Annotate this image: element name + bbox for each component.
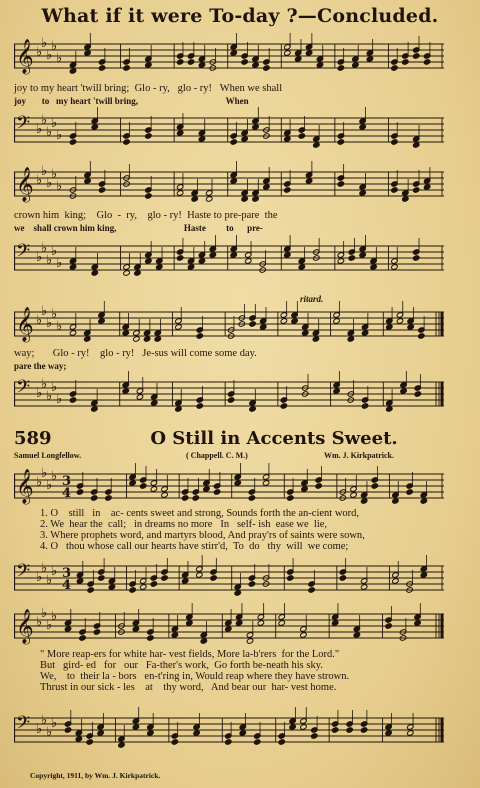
notehead (418, 333, 425, 339)
bass-clef-icon: 𝄢 (16, 377, 31, 402)
notehead (140, 584, 147, 590)
notehead (98, 318, 105, 324)
notehead (260, 324, 267, 330)
notehead (84, 50, 91, 56)
flat-sign-icon: ♭ (46, 253, 53, 268)
notehead (186, 620, 193, 626)
flat-sign-icon: ♭ (51, 716, 58, 731)
notehead (145, 193, 152, 199)
flat-sign-icon: ♭ (51, 244, 58, 259)
author: Samuel Longfellow. (14, 451, 82, 460)
notehead (122, 330, 129, 336)
notehead (241, 196, 248, 202)
notehead (311, 733, 318, 739)
notehead (333, 388, 340, 394)
notehead (305, 178, 312, 184)
notehead (122, 388, 129, 394)
composer: Wm. J. Kirkpatrick. (324, 451, 394, 460)
notehead (69, 397, 76, 403)
flat-sign-icon: ♭ (51, 167, 58, 182)
notehead (312, 336, 319, 342)
notehead (249, 321, 256, 327)
treble-staff (14, 160, 444, 208)
notehead (91, 124, 98, 130)
notehead (98, 575, 105, 581)
notehead (413, 53, 420, 59)
flat-sign-icon: ♭ (36, 615, 43, 630)
notehead (235, 620, 242, 626)
flat-sign-icon: ♭ (46, 618, 53, 633)
notehead (300, 632, 307, 638)
notehead (337, 65, 344, 71)
treble-staff (14, 32, 444, 80)
notehead (295, 56, 302, 62)
notehead (262, 480, 269, 486)
notehead (246, 638, 253, 644)
notehead (193, 730, 200, 736)
notehead (176, 59, 183, 65)
notehead (413, 187, 420, 193)
notehead (145, 62, 152, 68)
notehead (339, 575, 346, 581)
notehead (171, 632, 178, 638)
treble-clef-icon: 𝄞 (16, 307, 34, 342)
notehead (254, 739, 261, 745)
notehead (350, 492, 357, 498)
notehead (391, 187, 398, 193)
flat-sign-icon: ♭ (56, 392, 63, 407)
notehead (213, 489, 220, 495)
flat-sign-icon: ♭ (51, 609, 58, 624)
notehead (196, 333, 203, 339)
notehead (76, 578, 83, 584)
bass-clef-icon: 𝄢 (16, 713, 31, 738)
notehead (230, 139, 237, 145)
lyric-line-alt: joy to my heart 'twill bring, When (14, 96, 249, 106)
notehead (69, 264, 76, 270)
flat-sign-icon: ♭ (36, 250, 43, 265)
notehead (413, 255, 420, 261)
flat-sign-icon: ♭ (36, 386, 43, 401)
notehead (360, 584, 367, 590)
notehead (333, 318, 340, 324)
bass-staff (14, 554, 444, 602)
flat-sign-icon: ♭ (41, 561, 48, 576)
verse-line: We, to their la - bors en-t'ring in, Would reap where they have strown. (40, 671, 350, 682)
notehead (161, 575, 168, 581)
notehead (316, 62, 323, 68)
notehead (331, 620, 338, 626)
flat-sign-icon: ♭ (56, 319, 63, 334)
notehead (225, 739, 232, 745)
notehead (175, 324, 182, 330)
notehead (245, 258, 252, 264)
flat-sign-icon: ♭ (36, 45, 43, 60)
lyric-line: joy to my heart 'twill bring; Glo - ry, glo - ry! When we shall (14, 83, 283, 94)
bass-clef-icon: 𝄢 (16, 561, 31, 586)
notehead (359, 190, 366, 196)
notehead (203, 486, 210, 492)
bass-staff (14, 106, 444, 154)
notehead (420, 572, 427, 578)
notehead (171, 739, 178, 745)
treble-clef-icon: 𝄞 (16, 469, 34, 504)
notehead (392, 498, 399, 504)
notehead (337, 258, 344, 264)
notehead (97, 730, 104, 736)
notehead (308, 587, 315, 593)
bass-clef-icon: 𝄢 (16, 241, 31, 266)
flat-sign-icon: ♭ (56, 256, 63, 271)
notehead (371, 483, 378, 489)
notehead (423, 59, 430, 65)
notehead (352, 62, 359, 68)
notehead (284, 136, 291, 142)
flat-sign-icon: ♭ (56, 128, 63, 143)
notehead (93, 629, 100, 635)
notehead (230, 50, 237, 56)
notehead (191, 196, 198, 202)
verse-line: Thrust in our sick - les at thy word, And bear our har- vest home. (40, 682, 337, 693)
notehead (301, 486, 308, 492)
notehead (385, 623, 392, 629)
notehead (287, 575, 294, 581)
notehead (98, 65, 105, 71)
flat-sign-icon: ♭ (36, 722, 43, 737)
notehead (413, 142, 420, 148)
notehead (151, 400, 158, 406)
notehead (359, 252, 366, 258)
notehead (331, 727, 338, 733)
notehead (402, 196, 409, 202)
notehead (248, 581, 255, 587)
notehead (252, 62, 259, 68)
notehead (347, 336, 354, 342)
notehead (241, 59, 248, 65)
verse-line: 2. We hear the call; in dreams no more In self- ish ease we lie, (40, 519, 328, 530)
bass-staff (14, 706, 444, 754)
flat-sign-icon: ♭ (46, 316, 53, 331)
notehead (241, 136, 248, 142)
notehead (263, 65, 270, 71)
notehead (366, 56, 373, 62)
flat-sign-icon: ♭ (41, 466, 48, 481)
flat-sign-icon: ♭ (36, 475, 43, 490)
flat-sign-icon: ♭ (56, 179, 63, 194)
notehead (105, 495, 112, 501)
notehead (414, 391, 421, 397)
notehead (123, 270, 130, 276)
notehead (284, 252, 291, 258)
flat-sign-icon: ♭ (41, 713, 48, 728)
notehead (196, 403, 203, 409)
notehead (337, 181, 344, 187)
notehead (280, 403, 287, 409)
notehead (400, 388, 407, 394)
notehead (257, 620, 264, 626)
notehead (133, 336, 140, 342)
notehead (75, 736, 82, 742)
notehead (298, 133, 305, 139)
notehead (361, 330, 368, 336)
lyric-line: way; Glo - ry! glo - ry! Je-sus will come some day. (14, 348, 257, 359)
notehead (192, 495, 199, 501)
notehead (248, 495, 255, 501)
notehead (370, 264, 377, 270)
notehead (196, 572, 203, 578)
flat-sign-icon: ♭ (46, 389, 53, 404)
notehead (305, 50, 312, 56)
flat-sign-icon: ♭ (51, 469, 58, 484)
notehead (359, 124, 366, 130)
flat-sign-icon: ♭ (41, 304, 48, 319)
notehead (284, 50, 291, 56)
hymn-title: O Still in Accents Sweet. (150, 428, 398, 449)
bass-clef-icon: 𝄢 (16, 113, 31, 138)
notehead (313, 142, 320, 148)
notehead (287, 495, 294, 501)
notehead (360, 727, 367, 733)
notehead (161, 492, 168, 498)
notehead (280, 318, 287, 324)
flat-sign-icon: ♭ (41, 606, 48, 621)
notehead (108, 584, 115, 590)
notehead (300, 724, 307, 730)
bass-staff (14, 370, 444, 418)
notehead (210, 575, 217, 581)
treble-clef-icon: 𝄞 (16, 609, 34, 644)
notehead (407, 324, 414, 330)
notehead (227, 397, 234, 403)
flat-sign-icon: ♭ (36, 570, 43, 585)
notehead (360, 498, 367, 504)
notehead (234, 480, 241, 486)
flat-sign-icon: ♭ (41, 113, 48, 128)
verse-line: 4. O thou whose call our hearts have stirr'd, To do thy will we come; (40, 541, 349, 552)
notehead (69, 139, 76, 145)
treble-staff (14, 602, 444, 650)
notehead (414, 620, 421, 626)
notehead (154, 336, 161, 342)
notehead (284, 187, 291, 193)
notehead (64, 626, 71, 632)
lyric-line-alt: we shall crown him king, Haste to pre- (14, 223, 263, 233)
notehead (402, 59, 409, 65)
notehead (298, 264, 305, 270)
notehead (176, 190, 183, 196)
notehead (198, 136, 205, 142)
flat-sign-icon: ♭ (41, 241, 48, 256)
notehead (64, 727, 71, 733)
flat-sign-icon: ♭ (51, 564, 58, 579)
notehead (147, 730, 154, 736)
notehead (129, 587, 136, 593)
notehead (239, 730, 246, 736)
notehead (84, 336, 91, 342)
flat-sign-icon: ♭ (51, 116, 58, 131)
flat-sign-icon: ♭ (36, 122, 43, 137)
notehead (252, 196, 259, 202)
notehead (263, 184, 270, 190)
notehead (129, 480, 136, 486)
flat-sign-icon: ♭ (41, 164, 48, 179)
notehead (140, 483, 147, 489)
flat-sign-icon: ♭ (46, 573, 53, 588)
verse-line: 3. Where prophets word, and martyrs blood, And pray'rs of saints were sown, (40, 530, 365, 541)
lyric-line-alt: pare the way; (14, 361, 67, 371)
notehead (176, 130, 183, 136)
flat-sign-icon: ♭ (51, 307, 58, 322)
notehead (143, 336, 150, 342)
notehead (79, 635, 86, 641)
flat-sign-icon: ♭ (41, 36, 48, 51)
lyric-line: crown him king; Glo - ry, glo - ry! Haste to pre-pare the (14, 210, 278, 221)
notehead (76, 489, 83, 495)
flat-sign-icon: ♭ (46, 478, 53, 493)
notehead (198, 62, 205, 68)
notehead (391, 139, 398, 145)
flat-sign-icon: ♭ (46, 48, 53, 63)
notehead (407, 730, 414, 736)
notehead (392, 578, 399, 584)
notehead (181, 495, 188, 501)
notehead (69, 330, 76, 336)
notehead (123, 139, 130, 145)
notehead (118, 742, 125, 748)
treble-staff (14, 462, 444, 510)
flat-sign-icon: ♭ (56, 51, 63, 66)
verse-line: " More reap-ers for white har- vest fields, More la-b'rers for the Lord." (40, 649, 340, 660)
notehead (200, 638, 207, 644)
flat-sign-icon: ♭ (46, 125, 53, 140)
notehead (198, 258, 205, 264)
notehead (147, 635, 154, 641)
treble-staff (14, 300, 444, 348)
notehead (187, 264, 194, 270)
notehead (385, 730, 392, 736)
notehead (391, 65, 398, 71)
notehead (150, 581, 157, 587)
notehead (209, 252, 216, 258)
notehead (291, 318, 298, 324)
verse-line: 1. O still in ac- cents sweet and strong, Sounds forth the an-cient word, (40, 508, 360, 519)
notehead (252, 124, 259, 130)
flat-sign-icon: ♭ (51, 380, 58, 395)
notehead (289, 724, 296, 730)
notehead (91, 270, 98, 276)
notehead (420, 498, 427, 504)
bass-staff (14, 234, 444, 282)
notehead (91, 406, 98, 412)
notehead (302, 330, 309, 336)
notehead (145, 258, 152, 264)
tune-name: ( Chappell. C. M.) (186, 451, 248, 460)
notehead (278, 739, 285, 745)
notehead (136, 394, 143, 400)
notehead (361, 403, 368, 409)
notehead (98, 187, 105, 193)
notehead (337, 139, 344, 145)
flat-sign-icon: ♭ (51, 39, 58, 54)
treble-clef-icon: 𝄞 (16, 167, 34, 202)
notehead (132, 724, 139, 730)
notehead (175, 406, 182, 412)
notehead (353, 632, 360, 638)
notehead (150, 486, 157, 492)
notehead (348, 255, 355, 261)
copyright-notice: Copyright, 1911, by Wm. J. Kirkpatrick. (30, 771, 161, 780)
notehead (230, 252, 237, 258)
hymn-heading (14, 428, 466, 452)
verse-line: But gird- ed for our Fa-ther's work, Go forth be-neath his sky. (40, 660, 323, 671)
time-signature: 3 (62, 566, 72, 581)
time-signature: 3 (62, 474, 72, 489)
time-signature: 4 (62, 486, 72, 501)
flat-sign-icon: ♭ (46, 725, 53, 740)
notehead (386, 406, 393, 412)
notehead (278, 620, 285, 626)
notehead (181, 578, 188, 584)
notehead (132, 626, 139, 632)
time-signature: 4 (62, 578, 72, 593)
notehead (386, 324, 393, 330)
notehead (391, 264, 398, 270)
notehead (187, 59, 194, 65)
notehead (176, 255, 183, 261)
page-title: What if it were To-day ?—Concluded. (41, 5, 439, 27)
flat-sign-icon: ♭ (36, 173, 43, 188)
notehead (406, 489, 413, 495)
notehead (225, 626, 232, 632)
notehead (91, 495, 98, 501)
flat-sign-icon: ♭ (41, 377, 48, 392)
notehead (84, 178, 91, 184)
notehead (396, 318, 403, 324)
treble-clef-icon: 𝄞 (16, 39, 34, 74)
notehead (234, 590, 241, 596)
notehead (145, 133, 152, 139)
notehead (249, 406, 256, 412)
notehead (134, 270, 141, 276)
notehead (69, 68, 76, 74)
notehead (423, 184, 430, 190)
notehead (230, 178, 237, 184)
notehead (123, 65, 130, 71)
notehead (87, 587, 94, 593)
notehead (86, 739, 93, 745)
tempo-mark: ritard. (300, 294, 324, 304)
notehead (156, 264, 163, 270)
notehead (346, 727, 353, 733)
notehead (206, 196, 213, 202)
notehead (315, 483, 322, 489)
flat-sign-icon: ♭ (46, 176, 53, 191)
hymn-number: 589 (14, 428, 52, 449)
flat-sign-icon: ♭ (36, 313, 43, 328)
